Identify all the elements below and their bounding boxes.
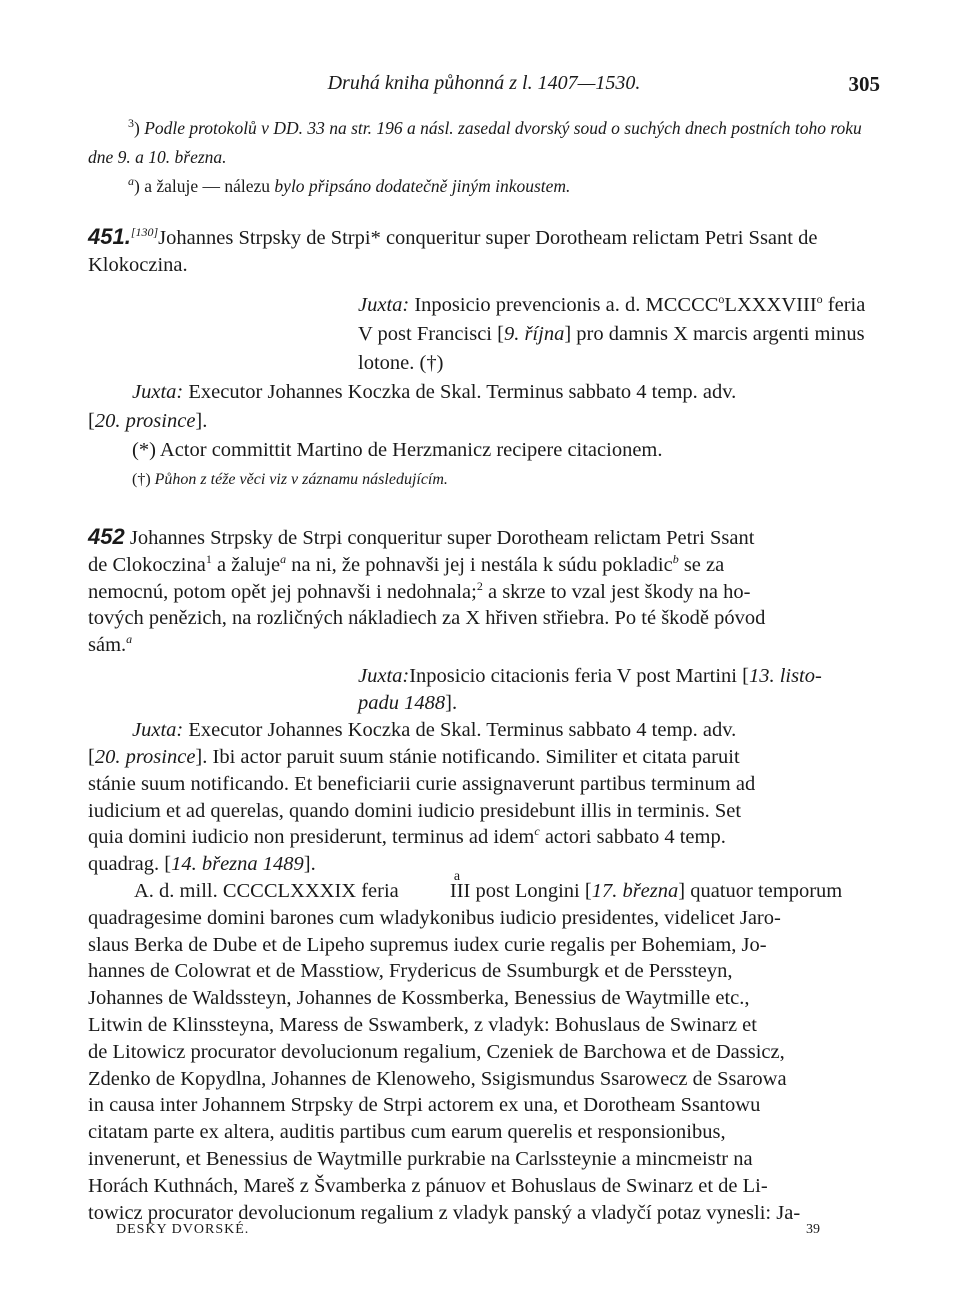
entry-text: Johannes Strpsky de Strpi* conqueritur super Dorotheam relictam Petri Ssant de Klokoczina. <box>88 227 818 276</box>
entry-451-heading <box>88 223 880 279</box>
footnote-text: Podle protokolů v DD. 33 na str. 196 a násl. zasedal dvorský soud o suchých dnech postních toho roku dne 9. a 10. března. <box>88 118 862 167</box>
juxta-inposicio: Juxta:Inposicio citacionis feria V post Martini [13. listo- padu 1488]. <box>358 664 822 714</box>
page-number: 305 <box>848 72 880 96</box>
footnote-text-plain: a žaluje — nálezu <box>144 176 271 196</box>
footnote-text-italic: bylo připsáno dodatečně jiným inkoustem. <box>274 176 571 196</box>
note-dagger: (†) Půhon z téže věci viz v záznamu následujícím. <box>132 471 448 488</box>
juxta-executor: Juxta: Executor Johannes Koczka de Skal. Terminus sabbato 4 temp. adv. <box>132 718 737 741</box>
entry-451 <box>88 223 880 494</box>
juxta-executor: Juxta: Executor Johannes Koczka de Skal. Terminus sabbato 4 temp. adv. <box>132 381 737 403</box>
footer-publication: DESKY DVORSKÉ. <box>116 1222 250 1237</box>
entry-ref: [130] <box>130 225 159 240</box>
page-header <box>88 72 880 108</box>
juxta-inposicio: Juxta: Inposicio prevencionis a. d. MCCCC$^o$LXXXVIII$^o$ feria V post Francisci [9. října] pro damnis X marcis argenti minus lotone. (†) <box>358 292 866 374</box>
footnote-3 <box>88 114 880 172</box>
page-footer <box>116 1222 820 1246</box>
entry-452-body: 452 Johannes Strpsky de Strpi conqueritur super Dorotheam relictam Petri Ssant de Clokoczina$^1$ a žaluje$^a$ na ni, že pohnavši jej i nestála k súdu pokladic$^b$ se za nemocnú, potom opět jej pohnavši i nedohnala;$^2$ a skrze to vzal jest škody na ho- tových penězich, na rozličných nákladiech za X hřiven střiebra. Po té škodě póvod sám.$^a$ <box>88 524 766 657</box>
court-record: [20. prosince]. Ibi actor paruit suum stánie notificando. Similiter et citata paruit stánie suum notificando. Et beneficiarii curie assignaverunt partibus terminum ad iudicium et ad querelas, quando domini iudicio presidebunt illis in terminis. Set quia domini iudicio non presiderunt, terminus ad idem$^c$ actori sabbato 4 temp. quadrag. [14. března 1489]. A. d. mill. CCCCLXXXIX feria a III post Longini [17. března] quatuor temporum quadragesime domini barones cum wladykonibus iudicio presidentes, videlicet Jaro- slaus Berka de Dube et de Lipeho supremus iudex curie regalis per Bohemiam, Jo- hannes de Colowrat et de Masstiow, Frydericus de Ssumburgk et de Perssteyn, Johannes de Waldssteyn, Johannes de Kossmberka, Benessius de Waytmille etc., Litwin de Klinssteyna, Maress de Sswamberk, z vladyk: Bohuslaus de Swinarz et de Litowicz procurator devolucionum regalium, Czeniek de Barchowa et de Dassicz, Zdenko de Kopydlna, Johannes de Klenoweho, Ssigismundus Ssarowecz de Ssarowa in causa inter Johannem Strpsky de Strpi actorem ex una, et Dorotheam Ssantowu citatam parte ex altera, auditis partibus cum earum querelis et responsionibus, invenerunt, et Benessius de Waytmille purkrabie na Carlssteynie a mincmeistr na Horách Kuthnách, Mareš z Švamberka z pánuov et Bohuslaus de Swinarz et de Li- towicz procurator devolucionum regalium z vladyk panský a vladyčí potaz vynesli: Ja- <box>88 745 843 1224</box>
entry-number: 452 <box>88 524 125 549</box>
juxta-date: [20. prosince]. <box>88 410 208 432</box>
footnote-a <box>88 172 880 201</box>
note-star: (*) Actor committit Martino de Herzmanicz recipere citacionem. <box>132 439 663 461</box>
footnote-marker: $^a$) <box>128 174 140 196</box>
footnotes <box>88 114 880 201</box>
footer-signature: 39 <box>806 1222 820 1237</box>
page <box>88 72 880 1226</box>
entry-452 <box>88 524 880 1226</box>
running-title: Druhá kniha půhonná z l. 1407—1530. <box>327 72 641 94</box>
entry-number: 451. <box>88 224 131 249</box>
footnote-marker: $^3$) <box>128 116 140 138</box>
